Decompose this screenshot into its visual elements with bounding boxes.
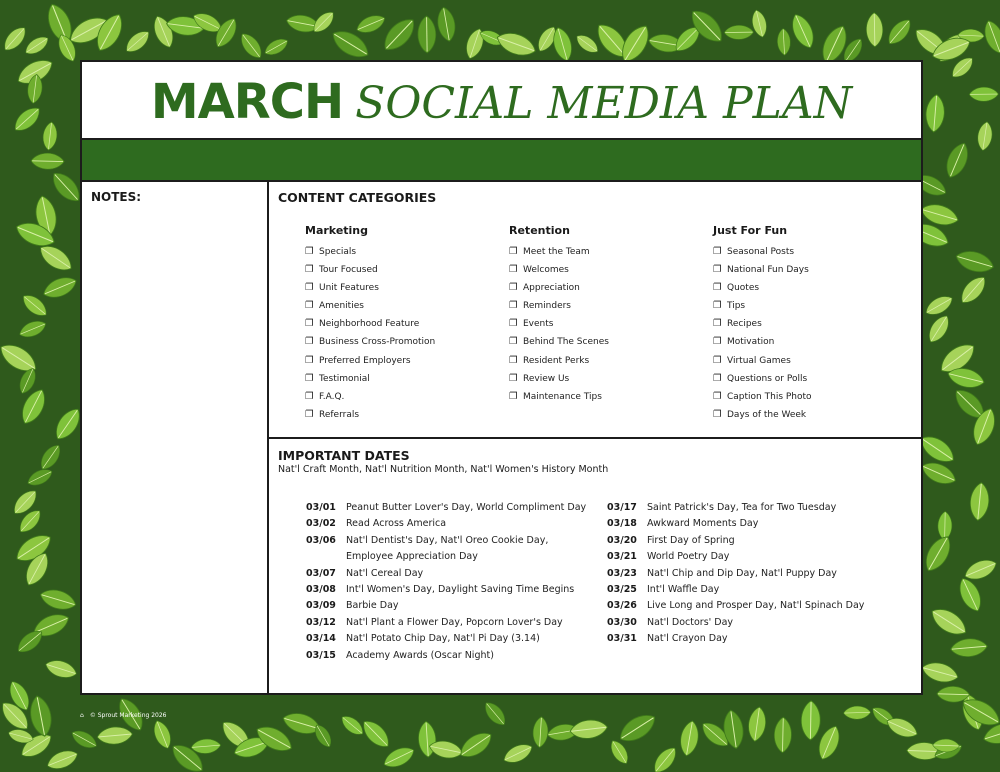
category-item[interactable] <box>713 315 913 333</box>
leaf-icon <box>801 701 821 741</box>
date-row <box>306 549 586 565</box>
date-value: 03/14 <box>306 633 336 645</box>
date-value: 03/08 <box>306 583 336 595</box>
category-item[interactable] <box>509 333 709 351</box>
planner-sheet <box>80 60 923 695</box>
leaf-icon <box>43 657 78 681</box>
leaf-icon <box>969 482 991 522</box>
category-item[interactable] <box>713 297 913 315</box>
date-event: Read Across America <box>346 518 447 530</box>
leaf-icon <box>650 743 681 772</box>
category-item[interactable] <box>509 315 709 333</box>
category-item[interactable] <box>305 315 505 333</box>
leaf-icon <box>923 292 956 319</box>
checkbox-icon[interactable]: ❐ <box>305 300 314 312</box>
date-row <box>306 631 586 647</box>
important-dates-section <box>269 439 921 693</box>
category-item[interactable] <box>305 406 505 424</box>
date-row <box>607 582 864 598</box>
leaf-icon <box>925 94 946 133</box>
category-item[interactable] <box>509 261 709 279</box>
checkbox-icon[interactable]: ❐ <box>509 246 518 257</box>
leaf-icon <box>927 603 971 640</box>
checkbox-icon[interactable]: ❐ <box>305 354 314 366</box>
leaf-icon <box>456 727 496 762</box>
checkbox-icon[interactable]: ❐ <box>305 264 314 276</box>
page-title <box>82 62 921 138</box>
category-column-title: Retention <box>509 224 570 237</box>
leaf-icon <box>191 738 222 755</box>
leaf-icon <box>956 272 990 307</box>
date-value: 03/26 <box>607 600 637 612</box>
leaf-icon <box>418 16 436 53</box>
checkbox-icon[interactable]: ❐ <box>305 372 314 384</box>
leaf-icon <box>501 740 535 767</box>
date-event: Academy Awards (Oscar Night) <box>346 649 494 661</box>
checkbox-icon[interactable]: ❐ <box>509 264 518 276</box>
category-item-label: Tour Focused <box>319 265 378 276</box>
date-value: 03/25 <box>607 583 637 595</box>
category-column-title: Marketing <box>305 224 369 237</box>
checkbox-icon[interactable]: ❐ <box>509 318 518 330</box>
leaf-icon <box>69 727 100 752</box>
date-row <box>607 615 864 631</box>
date-value: 03/07 <box>306 567 336 579</box>
date-row <box>607 631 864 647</box>
date-row <box>607 516 864 532</box>
date-row <box>306 598 586 614</box>
leaf-icon <box>950 637 988 658</box>
leaf-icon <box>122 27 153 57</box>
category-item[interactable] <box>305 388 505 406</box>
leaf-icon <box>787 11 818 51</box>
category-item-label: Testimonial <box>319 373 370 384</box>
category-item[interactable] <box>713 388 913 406</box>
leaf-icon <box>96 726 133 746</box>
date-value: 03/01 <box>306 502 336 513</box>
date-value: 03/02 <box>306 518 336 530</box>
checkbox-icon[interactable]: ❐ <box>509 336 518 348</box>
leaf-icon <box>494 28 539 60</box>
checkbox-icon[interactable]: ❐ <box>713 318 722 330</box>
leaf-icon <box>381 743 418 772</box>
category-item-label: Caption This Photo <box>727 391 812 402</box>
date-event: Live Long and Prosper Day, Nat'l Spinach Day <box>647 600 865 612</box>
category-column-title: Just For Fun <box>713 224 788 237</box>
date-value: 03/09 <box>306 600 336 612</box>
category-item-label: Preferred Employers <box>319 355 411 366</box>
category-item[interactable] <box>509 297 709 315</box>
leaf-icon <box>942 140 973 181</box>
leaf-icon <box>573 31 601 56</box>
category-item[interactable] <box>509 243 709 261</box>
date-row <box>306 516 586 532</box>
copyright-text: © Sprout Marketing 2026 <box>89 712 167 719</box>
date-row <box>607 566 864 582</box>
category-item[interactable] <box>713 243 913 261</box>
date-event: Nat'l Potato Chip Day, Nat'l Pi Day (3.14) <box>346 633 540 645</box>
category-item[interactable] <box>509 370 709 388</box>
date-value: 03/15 <box>306 649 336 661</box>
checkbox-icon[interactable]: ❐ <box>713 300 722 312</box>
leaf-icon <box>22 33 51 58</box>
date-value: 03/18 <box>607 518 637 530</box>
leaf-icon <box>17 317 48 340</box>
leaf-icon <box>354 11 388 36</box>
category-item[interactable] <box>305 243 505 261</box>
date-event: First Day of Spring <box>647 534 735 546</box>
category-item[interactable] <box>305 352 505 370</box>
leaf-icon <box>45 747 81 772</box>
checkbox-icon[interactable]: ❐ <box>305 318 314 330</box>
leaf-icon <box>938 511 953 540</box>
title-rest: SOCIAL MEDIA PLAN <box>355 78 853 129</box>
date-row <box>306 615 586 631</box>
leaf-icon <box>954 247 997 276</box>
leaf-icon <box>37 441 65 473</box>
checkbox-icon[interactable]: ❐ <box>509 282 518 294</box>
date-event: Peanut Butter Lover's Day, World Compliment Day <box>346 502 587 513</box>
date-value: 03/17 <box>607 502 637 513</box>
leaf-icon <box>42 121 59 151</box>
leaf-icon <box>746 706 767 743</box>
date-event: Nat'l Plant a Flower Day, Popcorn Lover's Day <box>346 616 563 628</box>
category-item-label: Resident Perks <box>523 355 590 366</box>
leaf-icon <box>0 23 30 54</box>
leaf-icon <box>920 532 956 575</box>
leaf-icon <box>25 466 55 489</box>
date-row <box>306 648 586 664</box>
leaf-icon <box>27 694 54 738</box>
category-item-label: Seasonal Posts <box>727 247 795 257</box>
date-event: Employee Appreciation Day <box>346 551 478 563</box>
date-row <box>306 582 586 598</box>
category-item-label: Meet the Team <box>523 247 590 257</box>
category-item[interactable] <box>509 352 709 370</box>
category-item-label: Referrals <box>319 409 360 420</box>
title-month: MARCH <box>150 74 344 130</box>
date-row <box>607 549 864 565</box>
leaf-icon <box>919 458 959 489</box>
checkbox-icon[interactable]: ❐ <box>713 408 722 420</box>
category-item[interactable] <box>713 406 913 424</box>
checkbox-icon[interactable]: ❐ <box>713 336 722 348</box>
leaf-icon <box>569 718 608 740</box>
category-item-label: Amenities <box>319 301 364 312</box>
date-event: World Poetry Day <box>647 551 730 563</box>
date-row <box>607 598 864 614</box>
category-item-label: Questions or Polls <box>727 373 808 384</box>
leaf-icon <box>774 717 792 753</box>
date-event: Saint Patrick's Day, Tea for Two Tuesday <box>647 502 837 513</box>
category-column <box>509 224 709 406</box>
category-item[interactable] <box>509 388 709 406</box>
checkbox-icon[interactable]: ❐ <box>305 390 314 402</box>
leaf-icon <box>38 586 78 614</box>
category-item[interactable] <box>305 333 505 351</box>
category-item-label: Business Cross-Promotion <box>319 337 436 348</box>
date-event: Int'l Waffle Day <box>647 583 720 595</box>
category-item[interactable] <box>713 333 913 351</box>
leaf-icon <box>777 28 791 55</box>
important-dates-heading: IMPORTANT DATES <box>278 448 410 463</box>
important-dates-subtitle: Nat'l Craft Month, Nat'l Nutrition Month, Nat'l Women's History Month <box>278 464 609 475</box>
category-item-label: Tips <box>727 301 746 312</box>
date-value: 03/21 <box>607 551 637 563</box>
content-categories-section <box>269 180 921 439</box>
category-item[interactable] <box>305 297 505 315</box>
category-column <box>713 224 913 424</box>
leaf-icon <box>10 103 44 136</box>
category-item-label: Recipes <box>727 319 762 330</box>
category-item-label: Neighborhood Feature <box>319 319 420 330</box>
category-item[interactable] <box>305 370 505 388</box>
leaf-icon <box>866 12 883 46</box>
checkbox-icon[interactable]: ❐ <box>509 354 518 366</box>
checkbox-icon[interactable]: ❐ <box>713 390 722 402</box>
category-column <box>305 224 505 424</box>
date-event: Nat'l Crayon Day <box>647 633 728 645</box>
leaf-icon <box>724 25 753 40</box>
date-row <box>607 533 864 549</box>
notes-label: NOTES: <box>91 190 142 204</box>
date-value: 03/30 <box>607 616 637 628</box>
leaf-icon <box>358 716 394 752</box>
leaf-icon <box>955 575 986 615</box>
category-item-label: Review Us <box>523 373 570 384</box>
checkbox-icon[interactable]: ❐ <box>305 336 314 348</box>
notes-column <box>82 180 269 693</box>
leaf-icon <box>40 273 79 302</box>
category-item-label: Events <box>523 319 554 330</box>
checkbox-icon[interactable]: ❐ <box>713 372 722 384</box>
category-item-label: Behind The Scenes <box>523 337 609 348</box>
leaf-icon <box>615 709 660 747</box>
leaf-icon <box>969 87 998 101</box>
category-item-label: Appreciation <box>523 283 580 294</box>
checkbox-icon[interactable]: ❐ <box>509 372 518 384</box>
leaf-icon <box>976 121 994 152</box>
date-event: Nat'l Doctors' Day <box>647 616 734 628</box>
checkbox-icon[interactable]: ❐ <box>713 264 722 276</box>
category-item-label: Motivation <box>727 337 775 348</box>
date-row <box>607 500 864 516</box>
leaf-icon <box>750 8 770 38</box>
category-item[interactable] <box>713 352 913 370</box>
date-row <box>306 533 586 549</box>
dates-list-right <box>607 500 864 648</box>
date-event: Int'l Women's Day, Daylight Saving Time Begins <box>346 583 575 595</box>
leaf-icon <box>607 737 632 766</box>
equal-housing-icon: ⌂ <box>80 712 84 719</box>
leaf-icon <box>31 153 65 170</box>
date-row <box>306 566 586 582</box>
date-value: 03/06 <box>306 534 336 546</box>
leaf-icon <box>262 35 291 58</box>
checkbox-icon[interactable]: ❐ <box>713 246 722 257</box>
leaf-icon <box>924 312 953 346</box>
category-item-label: Unit Features <box>319 283 379 294</box>
category-item-label: Specials <box>319 247 357 257</box>
leaf-icon <box>237 30 266 62</box>
checkbox-icon[interactable]: ❐ <box>305 246 314 257</box>
dates-list-left <box>306 500 586 664</box>
date-row <box>306 500 586 516</box>
leaf-icon <box>435 6 457 43</box>
category-item-label: Welcomes <box>523 265 569 276</box>
category-item-label: Maintenance Tips <box>523 391 602 402</box>
leaf-icon <box>678 719 701 757</box>
category-item[interactable] <box>713 261 913 279</box>
date-event: Nat'l Cereal Day <box>346 567 424 579</box>
title-band <box>82 138 921 182</box>
date-event: Awkward Moments Day <box>647 518 759 530</box>
date-event: Nat'l Chip and Dip Day, Nat'l Puppy Day <box>647 567 837 579</box>
category-item[interactable] <box>713 279 913 297</box>
date-event: Barbie Day <box>346 600 399 612</box>
date-value: 03/23 <box>607 567 637 579</box>
date-value: 03/20 <box>607 534 637 546</box>
category-item[interactable] <box>305 261 505 279</box>
category-item-label: Quotes <box>727 283 760 294</box>
checkbox-icon[interactable]: ❐ <box>713 354 722 366</box>
checkbox-icon[interactable]: ❐ <box>509 390 518 402</box>
leaf-icon <box>481 699 510 729</box>
leaf-icon <box>843 706 871 720</box>
leaf-icon <box>338 712 367 739</box>
category-item[interactable] <box>509 279 709 297</box>
category-item[interactable] <box>713 370 913 388</box>
category-item-label: F.A.Q. <box>319 391 345 402</box>
category-item-label: Days of the Week <box>727 409 807 420</box>
category-item-label: Virtual Games <box>727 355 791 366</box>
category-item[interactable] <box>305 279 505 297</box>
date-event: Nat'l Dentist's Day, Nat'l Oreo Cookie Day, <box>346 534 549 546</box>
category-item-label: Reminders <box>523 301 571 312</box>
checkbox-icon[interactable]: ❐ <box>305 408 314 420</box>
leaf-icon <box>150 718 174 751</box>
checkbox-icon[interactable]: ❐ <box>713 282 722 294</box>
leaf-icon <box>920 659 960 686</box>
leaf-icon <box>532 716 549 748</box>
checkbox-icon[interactable]: ❐ <box>509 300 518 312</box>
category-item-label: National Fun Days <box>727 265 809 276</box>
content-categories-heading: CONTENT CATEGORIES <box>278 190 437 205</box>
checkbox-icon[interactable]: ❐ <box>305 282 314 294</box>
date-value: 03/12 <box>306 616 336 628</box>
date-value: 03/31 <box>607 633 637 645</box>
leaf-icon <box>884 15 915 48</box>
footer <box>80 712 167 719</box>
